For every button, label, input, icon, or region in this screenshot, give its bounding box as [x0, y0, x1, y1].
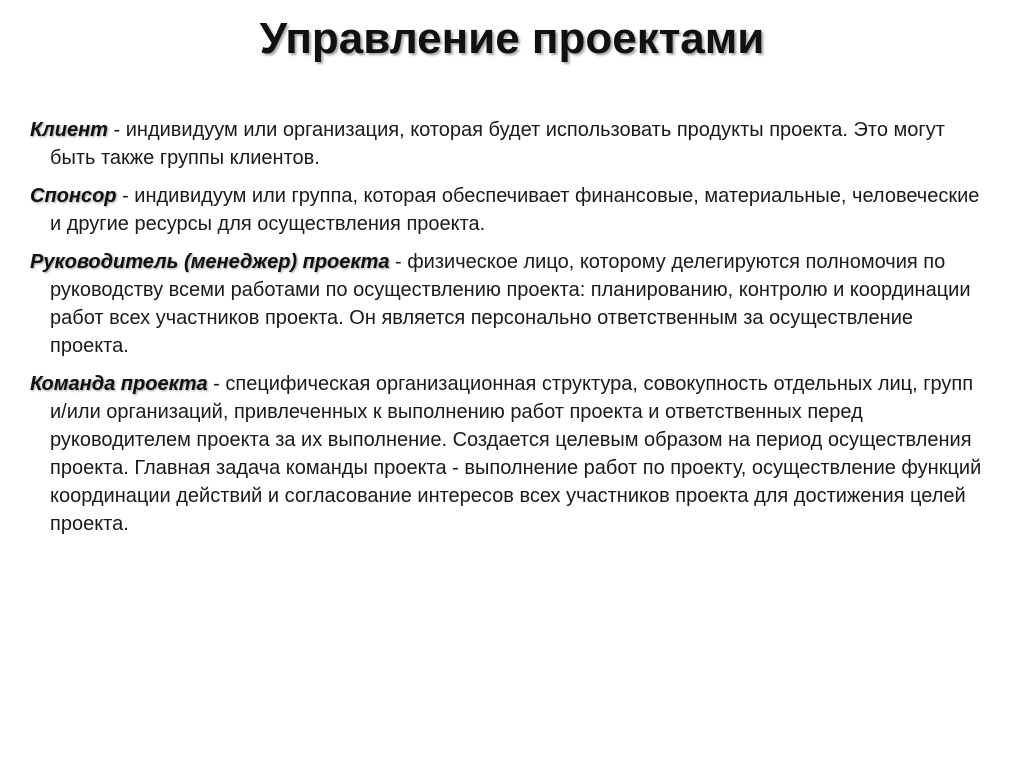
term-manager: Руководитель (менеджер) проекта [30, 251, 390, 273]
definition-client [30, 116, 990, 172]
term-client: Клиент [30, 119, 108, 141]
definition-manager [30, 248, 990, 360]
term-sponsor: Спонсор [30, 185, 117, 207]
definition-sponsor [30, 182, 990, 238]
definition-team-text: - специфическая организационная структура, совокупность отдельных лиц, групп и/или организаций, привлеченных к выполнению работ проекта и ответственных перед руководителем проекта за их выполнение. Создается целевым образом на период осуществления проекта. Главная задача команды проекта - выполнение работ по проекту, осуществление функций координации действий и согласование интересов всех участников проекта для достижения целей проекта. [50, 373, 982, 535]
term-team: Команда проекта [30, 373, 208, 395]
definition-sponsor-text: - индивидуум или группа, которая обеспечивает финансовые, материальные, человеческие и другие ресурсы для осуществления проекта. [50, 185, 980, 235]
definitions-list [30, 116, 990, 548]
definition-client-text: - индивидуум или организация, которая будет использовать продукты проекта. Это могут быть также группы клиентов. [50, 119, 945, 169]
definition-team [30, 370, 990, 538]
definition-manager-text: - физическое лицо, которому делегируются полномочия по руководству всеми работами по осуществлению проекта: планированию, контролю и координации работ всех участников проекта. Он является персонально ответственным за осуществление проекта. [50, 251, 971, 357]
slide-title: Управление проектами [259, 14, 765, 63]
